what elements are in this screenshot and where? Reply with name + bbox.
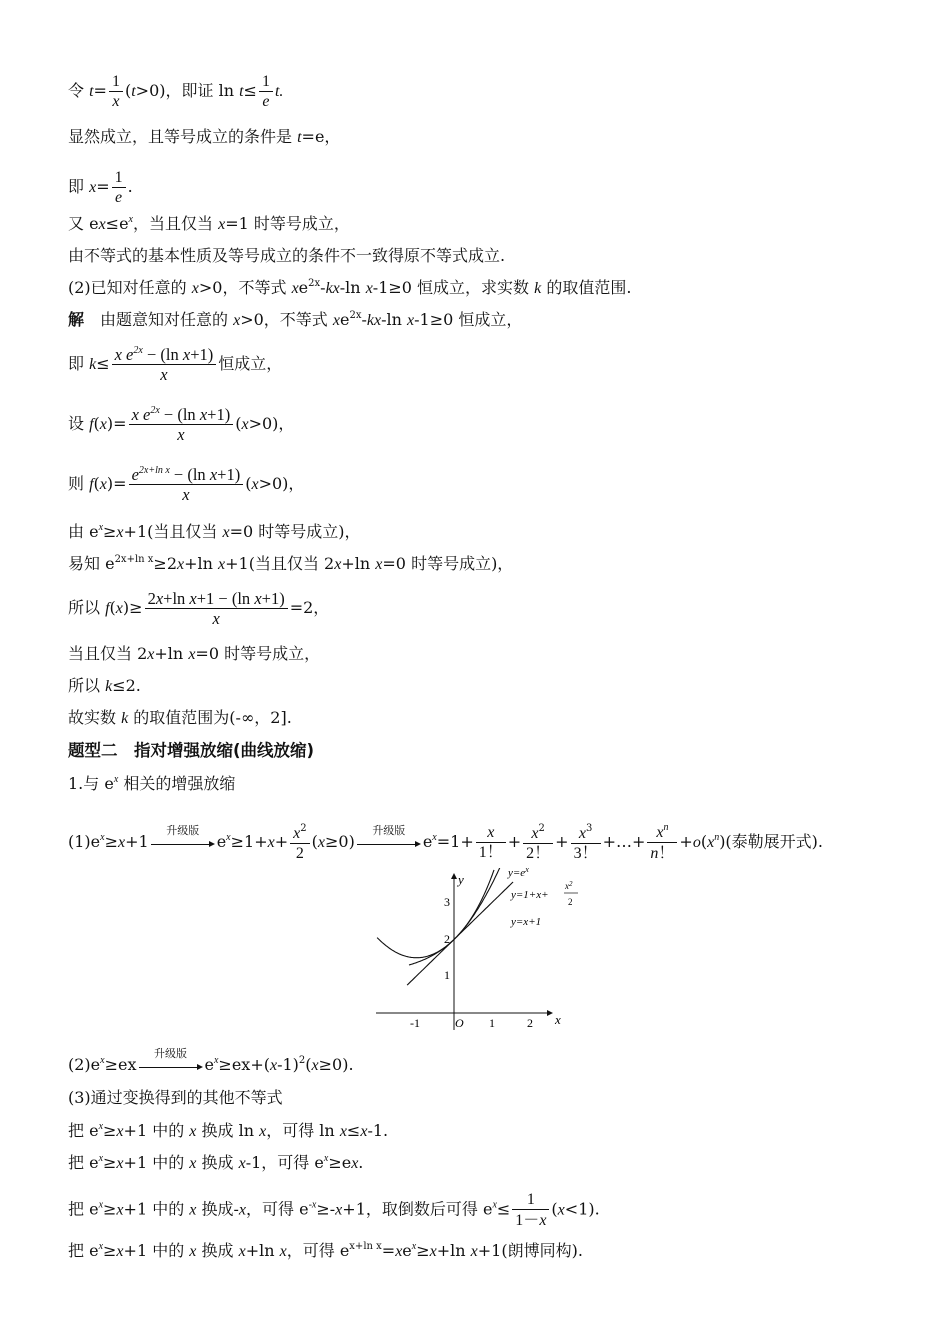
fraction: $\frac{x}{1!}$ [476, 823, 506, 862]
text-line: 当且仅当 2x+ln x=0 时等号成立， [68, 644, 321, 663]
x-tick-label: -1 [410, 1016, 420, 1030]
linear-curve [407, 882, 513, 985]
curve-label-quad-den: 2 [568, 897, 573, 907]
text-line: 所以 f(x)≥ $\frac{\text{2x+ln x+1 − (ln x+1)}}{x}$ =2， [68, 589, 330, 628]
text-line: (2)已知对任意的 x>0，不等式 $xe^{2x}-kx-\ln$ x-1≥0 恒成立，求实数 k 的取值范围. [68, 278, 632, 297]
y-tick-label: 3 [444, 895, 450, 909]
text-line: 把 $e^x\ge x+1$ 中的 x 换成 x+ln x，可得 $e^{x+ln x}=xe^x\ge x+\ln$ x+1(朗博同构). [68, 1241, 583, 1260]
text-line: 显然成立，且等号成立的条件是 t=e， [68, 127, 341, 146]
upgrade-arrow: 升级版 [139, 1055, 203, 1077]
origin-label: O [455, 1016, 464, 1030]
text-line: 易知 $e^{2x+ln x}\ge 2x+\ln$ x+1(当且仅当 2x+ln x=0 时等号成立)， [68, 554, 514, 573]
x-axis-label: x [555, 1012, 561, 1027]
fraction: $\frac{1}{x}$ [109, 72, 123, 111]
fraction: $\frac{1}{e}$ [259, 72, 273, 111]
curve-label-quad-num: $x^2$ [565, 880, 573, 891]
fraction: $\frac{x e^{2x} - (\ln x+1)}{x}$ [112, 345, 217, 384]
fraction: $\frac{x^2}{2}$ [290, 823, 309, 863]
x-tick-label: 1 [489, 1016, 495, 1030]
text-line: 所以 k≤2. [68, 676, 141, 695]
fraction: $\frac{x e^{2x} - (\ln x+1)}{x}$ [129, 405, 234, 444]
exp-curve [409, 870, 494, 965]
function-graph [356, 868, 596, 1033]
text-line: 即 k≤ $\frac{x e^{2x} - (\ln x+1)}{x}$ 恒成立， [68, 345, 283, 384]
upgrade-arrow: 升级版 [357, 832, 421, 854]
x-tick-label: 2 [527, 1016, 533, 1030]
text-line: 把 $e^x\ge x+1$ 中的 x 换成 x-1，可得 $e^x\ge ex$. [68, 1153, 364, 1172]
text-line: 故实数 k 的取值范围为(-∞，2]. [68, 708, 292, 727]
curve-label-exp: $y=e^x$ [508, 868, 529, 879]
text-line: $(2)e^x\ge ex$ 升级版 $e^x\ge ex+(x-1)^2(x\ge 0)$. [68, 1054, 354, 1077]
text-line: 把 $e^x\ge x+1$ 中的 x 换成-x，可得 $e^{-x}\ge-x+1$，取倒数后可得 $e^x\le$ $\frac{1}{1-x}$ (x<1). [68, 1191, 600, 1229]
text-line: $(1)e^x\ge x+1$ 升级版 $e^x\ge 1+x+$ $\frac{x^2}{2}$ (x≥0) 升级版 $e^x=1+$ $\frac{x}{1!}$ + $\frac{x^2}{2!}$ + $\frac{x^3}{3!}$ +…+ $\frac{x^n}{n!}$ $+o(x^n)$(泰勒展开式). [68, 822, 824, 862]
text-line: 即 x= $\frac{1}{e}$ . [68, 169, 133, 206]
text-line: (3)通过变换得到的其他不等式 [68, 1088, 283, 1107]
fraction: $\frac{1}{e}$ [112, 168, 126, 207]
text-line: 由不等式的基本性质及等号成立的条件不一致得原不等式成立. [68, 246, 506, 265]
text-line: 1.与 $e^x$ 相关的增强放缩 [68, 774, 236, 793]
fraction: $\frac{x^2}{2!}$ [523, 823, 553, 863]
text-line: 令 t= $\frac{1}{x}$ (t>0)，即证 ln t≤ $\frac{1}{e}$ t. [68, 73, 284, 110]
y-tick-label: 1 [444, 968, 450, 982]
curve-label-linear: y=x+1 [511, 916, 542, 928]
fraction: $\frac{e^{2x+ln x} - (\ln x+1)}{x}$ [129, 465, 244, 504]
text-line: 由 $e^x\ge x+1$(当且仅当 x=0 时等号成立)， [68, 522, 361, 541]
text-line: 把 $e^x\ge x+1$ 中的 x 换成 ln x，可得 ln x≤x-1. [68, 1121, 389, 1140]
fraction: $\frac{x^3}{3!}$ [571, 823, 601, 863]
upgrade-arrow: 升级版 [151, 832, 215, 854]
y-axis-label: y [458, 872, 464, 887]
fraction: $\frac{\text{2x+ln x+1 − (ln x+1)}}{x}$ [145, 589, 288, 628]
y-tick-label: 2 [444, 932, 450, 946]
section-heading: 题型二 指对增强放缩(曲线放缩) [68, 741, 315, 760]
text-line: 则 f(x)= $\frac{e^{2x+ln x} - (\ln x+1)}{x}$ (x>0)， [68, 465, 305, 504]
text-line: 解 由题意知对任意的 x>0，不等式 $xe^{2x}-kx-\ln$ x-1≥0 恒成立， [68, 310, 523, 329]
text-line: 设 f(x)= $\frac{x e^{2x} - (\ln x+1)}{x}$ (x>0)， [68, 405, 295, 444]
curve-label-quad: y=1+x+ [511, 889, 549, 901]
fraction: $\frac{x^n}{n!}$ [647, 822, 677, 863]
fraction: $\frac{1}{1-x}$ [512, 1190, 549, 1230]
text-line: 又 $ex\le e^x$，当且仅当 x=1 时等号成立， [68, 214, 350, 233]
